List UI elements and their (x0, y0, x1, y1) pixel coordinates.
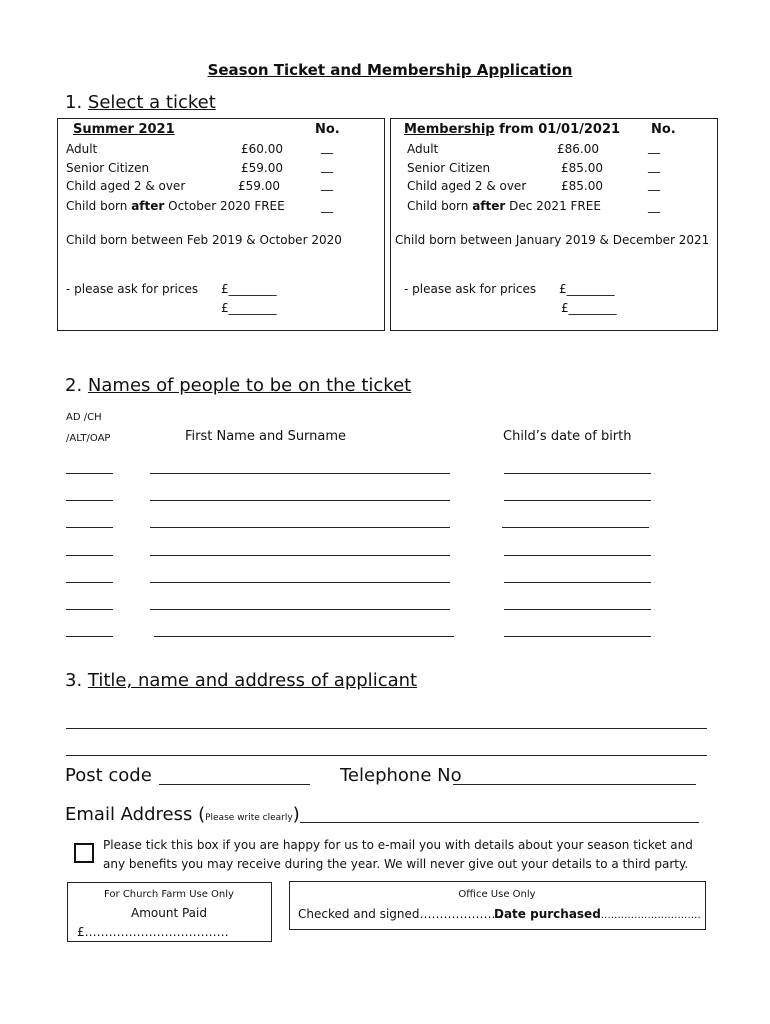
type-label-line1: AD /CH (66, 412, 102, 423)
amount-paid-field[interactable]: £……………………………… (77, 925, 229, 939)
date-purchased-field[interactable]: Date purchased………………………… (494, 907, 701, 921)
summer-price-field-2[interactable]: £________ (221, 301, 277, 315)
type-input[interactable] (66, 555, 113, 556)
dob-input[interactable] (504, 582, 651, 583)
dob-column-header: Child’s date of birth (503, 429, 632, 444)
checked-signed-field[interactable]: Checked and signed………………… (298, 907, 504, 921)
summer-row-price: £60.00 (241, 142, 283, 156)
postcode-input[interactable] (159, 784, 310, 785)
membership-ask-text: - please ask for prices (404, 282, 537, 296)
membership-title: Membership from 01/01/2021 (404, 122, 621, 137)
summer-row-price: £59.00 (238, 179, 280, 193)
name-input[interactable] (150, 527, 450, 528)
dob-input[interactable] (504, 500, 651, 501)
name-input[interactable] (150, 473, 450, 474)
membership-row-price: £85.00 (561, 179, 603, 193)
email-label: Email Address (Please write clearly) (65, 804, 300, 825)
membership-row-label: Child aged 2 & over (407, 179, 527, 193)
name-column-header: First Name and Surname (185, 429, 347, 444)
summer-row-price: £59.00 (241, 161, 283, 175)
type-input[interactable] (66, 473, 113, 474)
summer-between-text: Child born between Feb 2019 & October 2020 (66, 233, 342, 247)
office-use-box (289, 881, 706, 930)
amount-paid-label: Amount Paid (131, 906, 207, 920)
church-farm-title: For Church Farm Use Only (104, 889, 234, 900)
section3-number: 3. (65, 670, 83, 691)
membership-row-label: Adult (407, 142, 439, 156)
dob-input[interactable] (504, 473, 651, 474)
church-farm-use-box (67, 882, 272, 942)
section2-title: Names of people to be on the ticket (87, 375, 412, 396)
section1-heading (65, 92, 216, 113)
summer-row-label: Adult (66, 142, 98, 156)
summer-row-label: Senior Citizen (66, 161, 150, 175)
summer-free-row: Child born after October 2020 FREE (66, 199, 285, 213)
membership-row-price: £85.00 (561, 161, 603, 175)
name-input[interactable] (150, 555, 450, 556)
telephone-label: Telephone No (340, 765, 462, 786)
membership-no-label: No. (651, 122, 676, 137)
type-input[interactable] (66, 636, 113, 637)
email-consent-checkbox[interactable] (74, 843, 94, 863)
summer-title: Summer 2021 (73, 122, 175, 137)
section3-title: Title, name and address of applicant (87, 670, 418, 691)
name-input[interactable] (150, 582, 450, 583)
summer-row-qty[interactable]: __ (321, 140, 333, 154)
dob-input[interactable] (504, 636, 651, 637)
summer-free-qty[interactable]: __ (321, 199, 333, 213)
consent-text-line1: Please tick this box if you are happy for us to e-mail you with details about your season ticket and (103, 838, 693, 852)
consent-text-line2: any benefits you may receive during the year. We will never give out your details to a third party. (103, 857, 689, 871)
name-input[interactable] (150, 609, 450, 610)
membership-row-label: Senior Citizen (407, 161, 491, 175)
membership-free-row: Child born after Dec 2021 FREE (407, 199, 601, 213)
type-input[interactable] (66, 609, 113, 610)
summer-no-label: No. (315, 122, 340, 137)
dob-input[interactable] (504, 609, 651, 610)
membership-row-qty[interactable]: __ (648, 159, 660, 173)
membership-price-field-1[interactable]: £________ (559, 282, 615, 296)
section1-title: Select a ticket (87, 92, 216, 113)
summer-row-label: Child aged 2 & over (66, 179, 186, 193)
email-input[interactable] (300, 822, 699, 823)
postcode-label: Post code (65, 765, 152, 786)
address-line-1[interactable] (66, 728, 707, 729)
membership-free-qty[interactable]: __ (648, 199, 660, 213)
office-use-title: Office Use Only (458, 889, 536, 900)
type-input[interactable] (66, 527, 113, 528)
membership-price-field-2[interactable]: £________ (561, 301, 617, 315)
name-input[interactable] (154, 636, 454, 637)
telephone-input[interactable] (453, 784, 696, 785)
section2-number: 2. (65, 375, 83, 396)
address-line-2[interactable] (66, 755, 707, 756)
membership-between-text: Child born between January 2019 & December 2021 (395, 233, 710, 247)
form-title: Season Ticket and Membership Application (207, 61, 573, 79)
name-input[interactable] (150, 500, 450, 501)
summer-price-field-1[interactable]: £________ (221, 282, 277, 296)
type-label-line2: /ALT/OAP (66, 433, 111, 444)
section3-heading (65, 670, 417, 691)
type-input[interactable] (66, 582, 113, 583)
membership-row-qty[interactable]: __ (648, 140, 660, 154)
type-input[interactable] (66, 500, 113, 501)
dob-input[interactable] (502, 527, 649, 528)
section2-heading (65, 375, 411, 396)
summer-row-qty[interactable]: __ (321, 177, 333, 191)
dob-input[interactable] (504, 555, 651, 556)
summer-ticket-box (57, 118, 385, 331)
membership-row-qty[interactable]: __ (648, 177, 660, 191)
membership-row-price: £86.00 (557, 142, 599, 156)
section1-number: 1. (65, 92, 83, 113)
membership-box (390, 118, 718, 331)
summer-ask-text: - please ask for prices (66, 282, 199, 296)
summer-row-qty[interactable]: __ (321, 159, 333, 173)
